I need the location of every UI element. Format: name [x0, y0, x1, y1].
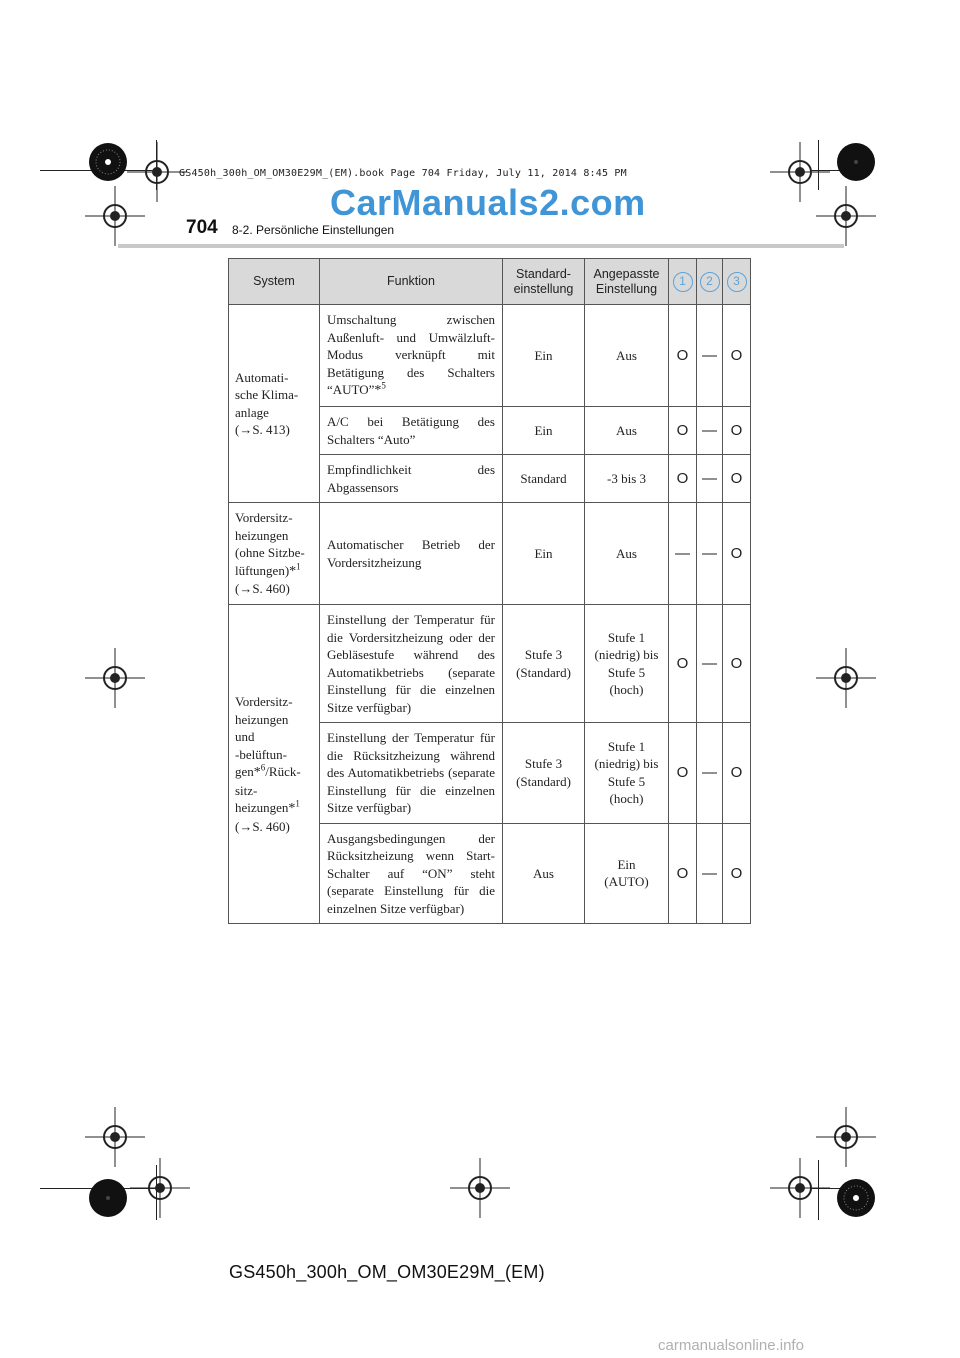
mark-cell: O	[669, 407, 697, 455]
mark-cell: —	[697, 407, 723, 455]
header-system: System	[229, 259, 320, 305]
header-custom: Angepasste Einstellung	[585, 259, 669, 305]
system-cell: Vordersitz- heizungen (ohne Sitzbe- lüftungen)*$^1$ (→S. 460)	[229, 503, 320, 605]
mark-cell: O	[723, 407, 751, 455]
table-row	[229, 503, 751, 605]
header-col1	[669, 259, 697, 305]
table-row	[229, 605, 751, 723]
custom-cell: Stufe 1 (niedrig) bis Stufe 5 (hoch)	[585, 723, 669, 824]
header-default: Standard- einstellung	[503, 259, 585, 305]
table-header-row	[229, 259, 751, 305]
default-cell: Standard	[503, 455, 585, 503]
function-cell: A/C bei Betätigung des Schalters “Auto”	[320, 407, 503, 455]
header-rule	[118, 244, 844, 248]
function-cell: Einstellung der Temperatur für die Vordersitzheizung oder der Gebläsestufe während des Automatikbetriebs (separate Einstellung für die einzelnen Sitze verfügbar)	[320, 605, 503, 723]
mark-cell: O	[723, 823, 751, 924]
default-cell: Aus	[503, 823, 585, 924]
registration-mark-icon	[816, 648, 876, 708]
function-cell: Einstellung der Temperatur für die Rücksitzheizung während des Automatikbetriebs (separate Einstellung für die einzelnen Sitze verfügbar)	[320, 723, 503, 824]
system-cell: Vordersitz- heizungen und -belüftun- gen*$^6$/Rück- sitz- heizungen*$^1$ (→S. 460)	[229, 605, 320, 924]
custom-cell: Aus	[585, 407, 669, 455]
header-function: Funktion	[320, 259, 503, 305]
solid-circle-mark-icon	[88, 1178, 128, 1218]
mark-cell: O	[723, 455, 751, 503]
header-col2	[697, 259, 723, 305]
mark-cell: —	[669, 503, 697, 605]
registration-mark-icon	[85, 186, 145, 246]
mark-cell: O	[669, 823, 697, 924]
function-cell: Umschaltung zwischen Außenluft- und Umwälzluft-Modus verknüpft mit Betätigung des Schalters “AUTO”*$^5$	[320, 305, 503, 407]
system-cell: Automati- sche Klima- anlage (→S. 413)	[229, 305, 320, 503]
mark-cell: —	[697, 305, 723, 407]
function-cell: Ausgangsbedingungen der Rücksitzheizung wenn Start-Schalter auf “ON” steht (separate Einstellung für die einzelnen Sitze verfügbar)	[320, 823, 503, 924]
mark-cell: O	[723, 723, 751, 824]
registration-mark-icon	[130, 1158, 190, 1218]
watermark-bottom: carmanualsonline.info	[658, 1337, 804, 1354]
custom-cell: -3 bis 3	[585, 455, 669, 503]
starburst-mark-icon	[836, 1178, 876, 1218]
mark-cell: O	[723, 305, 751, 407]
starburst-mark-icon	[88, 142, 128, 182]
default-cell: Ein	[503, 305, 585, 407]
registration-mark-icon	[450, 1158, 510, 1218]
mark-cell: O	[669, 455, 697, 503]
solid-circle-mark-icon	[836, 142, 876, 182]
default-cell: Stufe 3 (Standard)	[503, 605, 585, 723]
function-cell: Empfindlichkeit des Abgassensors	[320, 455, 503, 503]
default-cell: Ein	[503, 503, 585, 605]
mark-cell: —	[697, 455, 723, 503]
custom-cell: Stufe 1 (niedrig) bis Stufe 5 (hoch)	[585, 605, 669, 723]
mark-cell: —	[697, 503, 723, 605]
mark-cell: O	[669, 305, 697, 407]
watermark-top: CarManuals2.com	[330, 182, 646, 223]
mark-cell: O	[669, 605, 697, 723]
registration-mark-icon	[816, 186, 876, 246]
section-title: 8-2. Persönliche Einstellungen	[232, 223, 395, 237]
mark-cell: O	[669, 723, 697, 824]
footer-doc-id: GS450h_300h_OM_OM30E29M_(EM)	[229, 1262, 545, 1282]
print-info-line: GS450h_300h_OM_OM30E29M_(EM).book Page 704 Friday, July 11, 2014 8:45 PM	[179, 168, 627, 179]
number-1-icon: 1	[673, 272, 693, 292]
table-row	[229, 305, 751, 407]
custom-cell: Ein (AUTO)	[585, 823, 669, 924]
header-col3	[723, 259, 751, 305]
mark-cell: —	[697, 605, 723, 723]
number-2-icon: 2	[700, 272, 720, 292]
default-cell: Ein	[503, 407, 585, 455]
mark-cell: —	[697, 723, 723, 824]
mark-cell: O	[723, 503, 751, 605]
page-number: 704	[186, 217, 218, 238]
settings-table	[228, 258, 751, 924]
custom-cell: Aus	[585, 503, 669, 605]
default-cell: Stufe 3 (Standard)	[503, 723, 585, 824]
registration-mark-icon	[770, 1158, 830, 1218]
number-3-icon: 3	[727, 272, 747, 292]
registration-mark-icon	[85, 648, 145, 708]
mark-cell: O	[723, 605, 751, 723]
custom-cell: Aus	[585, 305, 669, 407]
function-cell: Automatischer Betrieb der Vordersitzheizung	[320, 503, 503, 605]
mark-cell: —	[697, 823, 723, 924]
